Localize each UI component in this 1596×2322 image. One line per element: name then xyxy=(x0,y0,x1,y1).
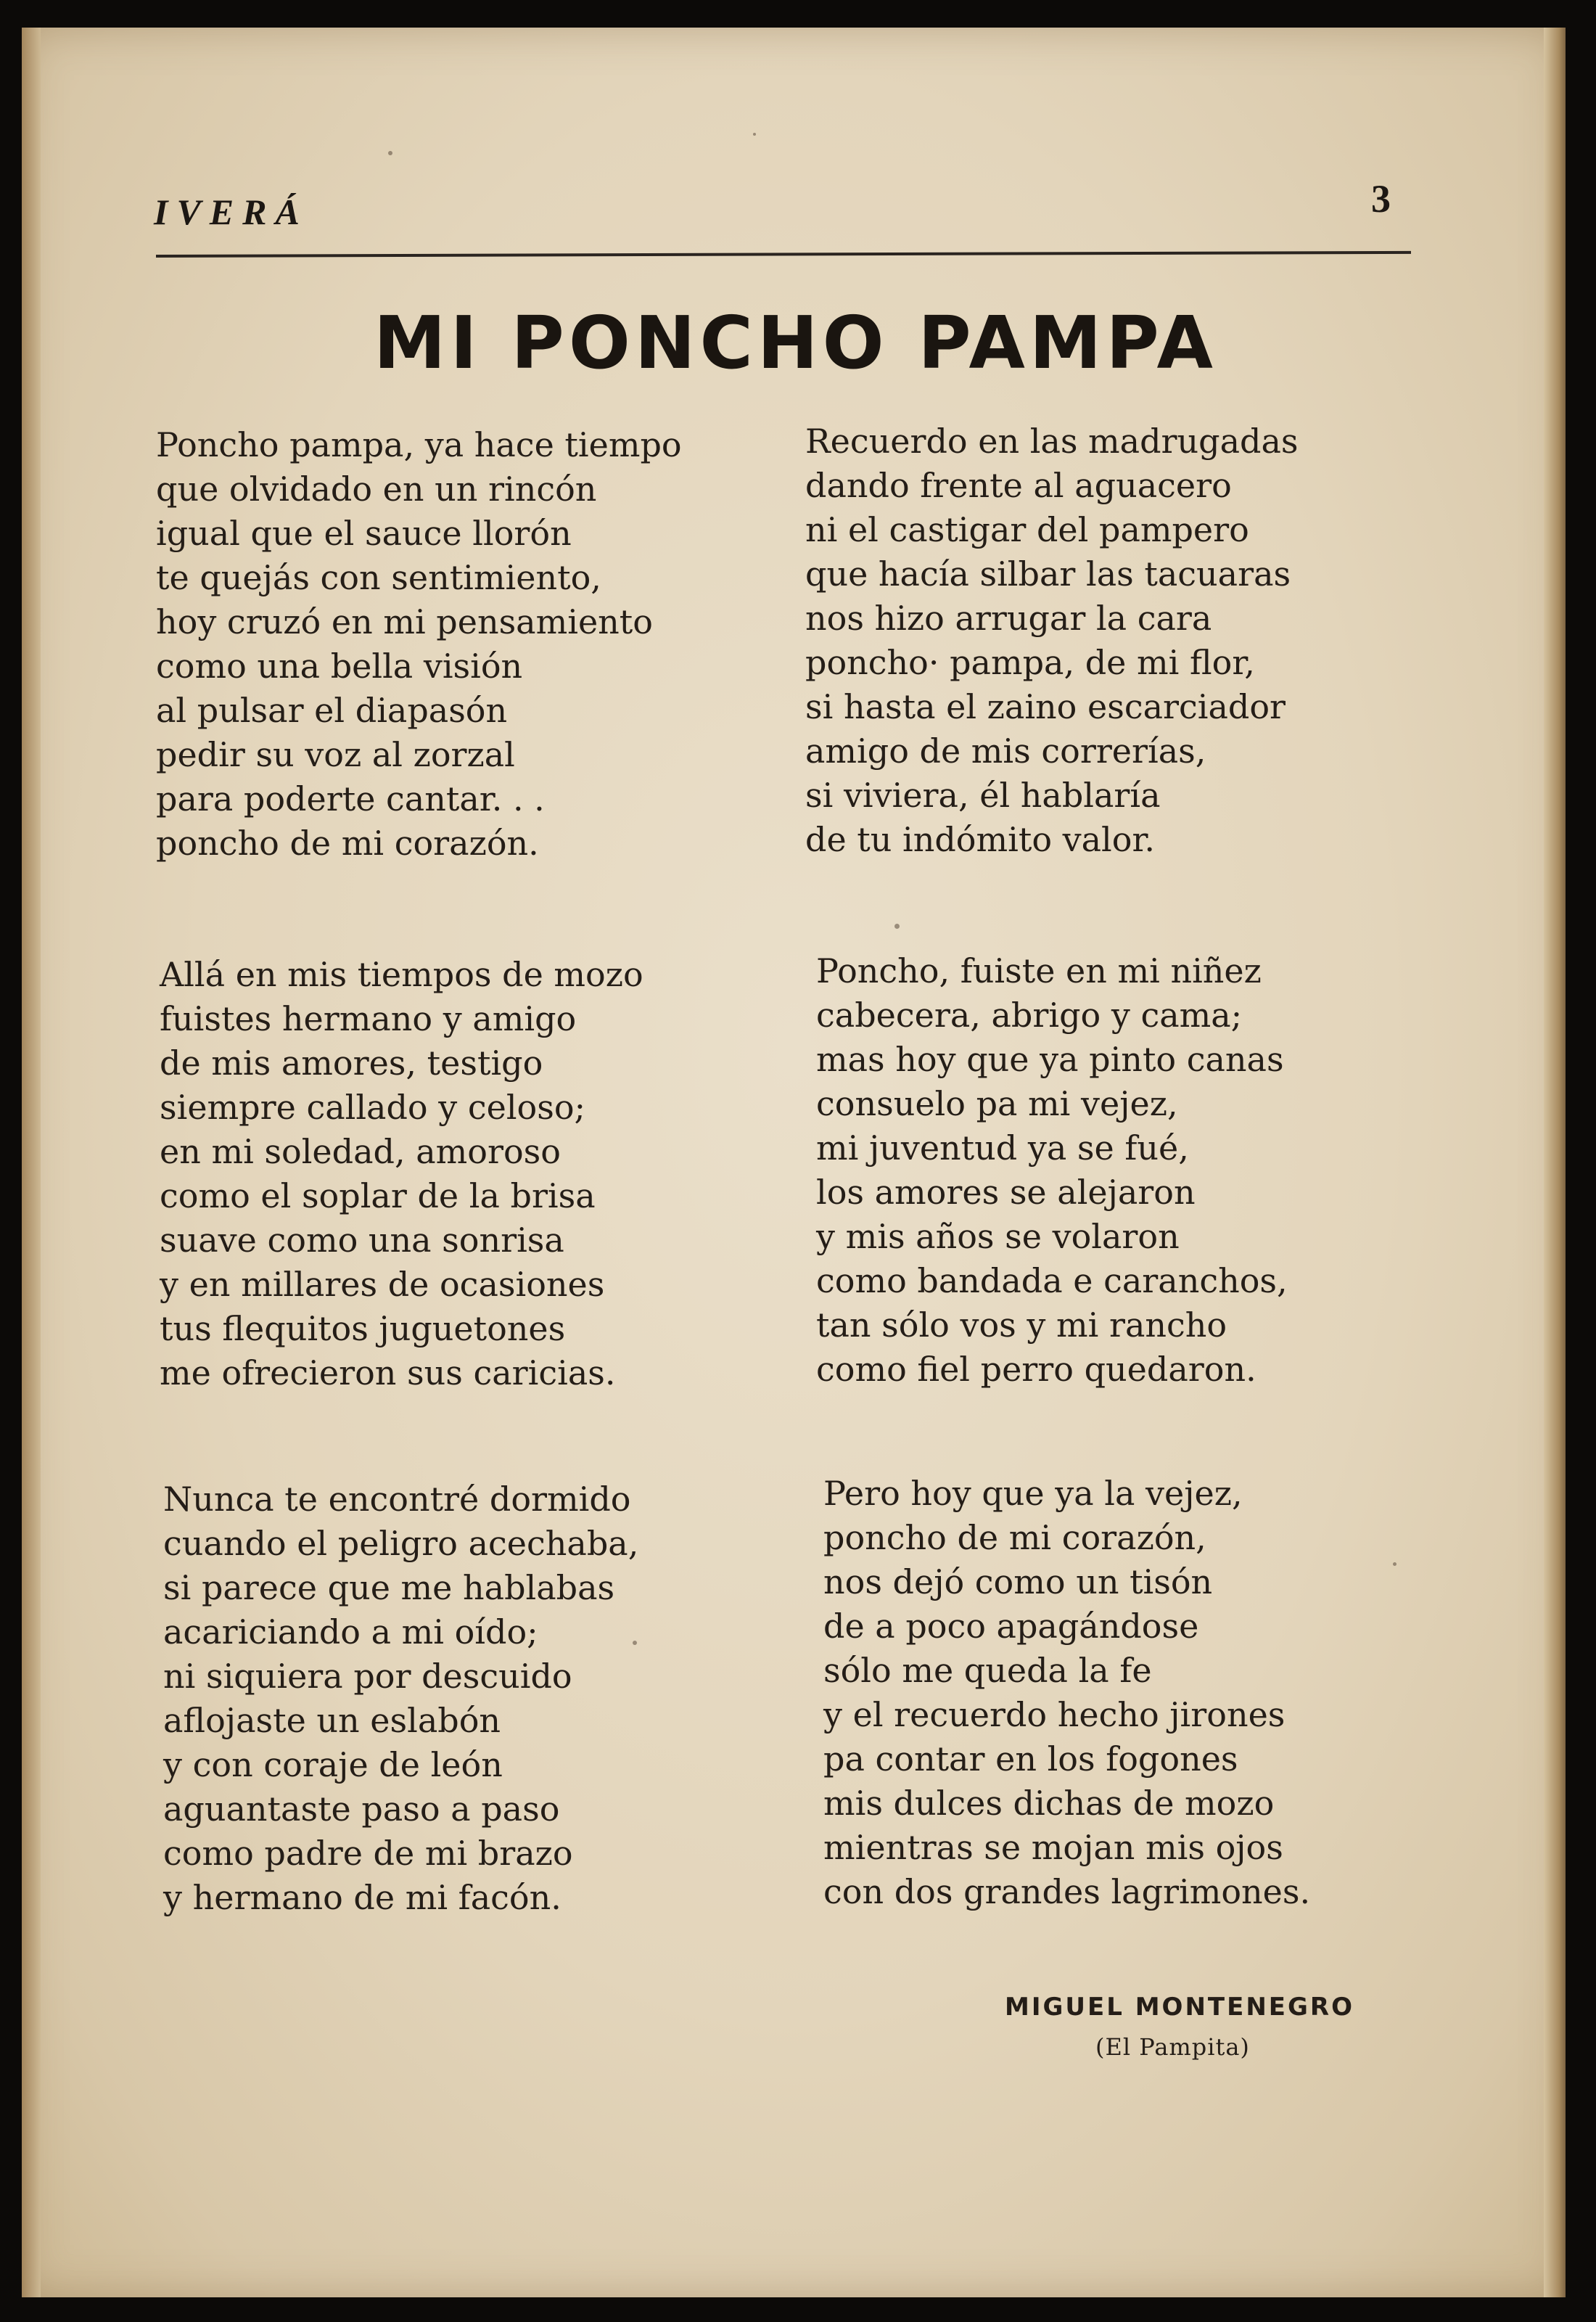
poem-line: Recuerdo en las madrugadas xyxy=(805,422,1299,461)
paper-speck xyxy=(1393,1562,1396,1566)
poem-line: mientras se mojan mis ojos xyxy=(823,1828,1283,1867)
poem-line: si viviera, él hablaría xyxy=(805,776,1161,815)
poem-line: amigo de mis correrías, xyxy=(805,731,1206,771)
header-rule xyxy=(156,251,1411,258)
paper-speck xyxy=(633,1641,637,1645)
poem-line: que olvidado en un rincón xyxy=(156,469,597,509)
author-name: MIGUEL MONTENEGRO xyxy=(1005,1993,1355,2022)
poem-line: Allá en mis tiempos de mozo xyxy=(160,955,643,994)
poem-line: poncho· pampa, de mi flor, xyxy=(805,643,1255,682)
poem-line: y con coraje de león xyxy=(163,1745,503,1784)
poem-line: que hacía silbar las tacuaras xyxy=(805,554,1291,594)
poem-line: acariciando a mi oído; xyxy=(163,1612,538,1652)
poem-line: y mis años se volaron xyxy=(816,1217,1180,1256)
poem-line: pedir su voz al zorzal xyxy=(156,735,515,774)
stanza-4 xyxy=(816,949,1288,1392)
poem-line: poncho de mi corazón, xyxy=(823,1518,1206,1557)
poem-line: mis dulces dichas de mozo xyxy=(823,1784,1275,1823)
poem-line: Poncho pampa, ya hace tiempo xyxy=(156,425,682,464)
poem-line: poncho de mi corazón. xyxy=(156,824,539,863)
poem-line: para poderte cantar. . . xyxy=(156,779,545,819)
poem-line: al pulsar el diapasón xyxy=(156,691,508,730)
poem-line: cabecera, abrigo y cama; xyxy=(816,996,1243,1035)
poem-line: suave como una sonrisa xyxy=(160,1221,564,1260)
poem-line: te quejás con sentimiento, xyxy=(156,558,601,597)
poem-line: y en millares de ocasiones xyxy=(160,1265,605,1304)
author-pseudonym: (El Pampita) xyxy=(1095,2033,1250,2061)
page-binding-edge xyxy=(22,28,41,2297)
poem-line: me ofrecieron sus caricias. xyxy=(160,1353,616,1392)
poem-line: tan sólo vos y mi rancho xyxy=(816,1305,1227,1345)
poem-line: como padre de mi brazo xyxy=(163,1834,573,1873)
poem-line: sólo me queda la fe xyxy=(823,1651,1152,1690)
poem-line: Poncho, fuiste en mi niñez xyxy=(816,951,1262,990)
poem-line: los amores se alejaron xyxy=(816,1173,1196,1212)
poem-line: si hasta el zaino escarciador xyxy=(805,687,1286,726)
poem-line: aguantaste paso a paso xyxy=(163,1789,560,1829)
poem-line: nos dejó como un tisón xyxy=(823,1562,1213,1601)
poem-title: MI PONCHO PAMPA xyxy=(374,300,1217,385)
poem-line: mi juventud ya se fué, xyxy=(816,1128,1189,1168)
poem-line: fuistes hermano y amigo xyxy=(160,999,577,1038)
book-page xyxy=(22,28,1566,2297)
poem-line: como una bella visión xyxy=(156,647,523,686)
poem-line: consuelo pa mi vejez, xyxy=(816,1084,1178,1123)
poem-line: hoy cruzó en mi pensamiento xyxy=(156,602,653,641)
stanza-2 xyxy=(805,419,1299,862)
stanza-1 xyxy=(156,423,682,866)
poem-line: de mis amores, testigo xyxy=(160,1043,543,1083)
poem-line: aflojaste un eslabón xyxy=(163,1701,501,1740)
poem-line: y el recuerdo hecho jirones xyxy=(823,1695,1286,1734)
poem-line: ni el castigar del pampero xyxy=(805,510,1249,549)
stanza-5 xyxy=(163,1477,638,1920)
poem-line: ni siquiera por descuido xyxy=(163,1657,572,1696)
stanza-6 xyxy=(823,1472,1310,1914)
poem-line: siempre callado y celoso; xyxy=(160,1088,586,1127)
poem-line: en mi soledad, amoroso xyxy=(160,1132,561,1171)
poem-line: con dos grandes lagrimones. xyxy=(823,1872,1311,1911)
poem-line: Nunca te encontré dormido xyxy=(163,1480,631,1519)
page-right-edge xyxy=(1544,28,1566,2297)
poem-line: como fiel perro quedaron. xyxy=(816,1350,1256,1389)
paper-speck xyxy=(753,133,756,136)
poem-line: mas hoy que ya pinto canas xyxy=(816,1040,1284,1079)
poem-line: igual que el sauce llorón xyxy=(156,514,572,553)
poem-line: si parece que me hablabas xyxy=(163,1568,615,1607)
stanza-3 xyxy=(160,953,643,1395)
poem-line: Pero hoy que ya la vejez, xyxy=(823,1474,1243,1513)
poem-line: de tu indómito valor. xyxy=(805,820,1156,859)
running-head: IVERÁ xyxy=(154,192,308,232)
poem-line: tus flequitos juguetones xyxy=(160,1309,566,1348)
paper-speck xyxy=(894,924,900,929)
poem-line: como bandada e caranchos, xyxy=(816,1261,1288,1300)
poem-line: cuando el peligro acechaba, xyxy=(163,1524,639,1563)
paper-speck xyxy=(388,151,392,155)
poem-line: nos hizo arrugar la cara xyxy=(805,599,1212,638)
poem-line: y hermano de mi facón. xyxy=(163,1878,562,1917)
page-number: 3 xyxy=(1371,177,1391,221)
poem-line: como el soplar de la brisa xyxy=(160,1176,596,1215)
poem-line: pa contar en los fogones xyxy=(823,1739,1238,1779)
poem-line: dando frente al aguacero xyxy=(805,466,1232,505)
poem-line: de a poco apagándose xyxy=(823,1607,1199,1646)
